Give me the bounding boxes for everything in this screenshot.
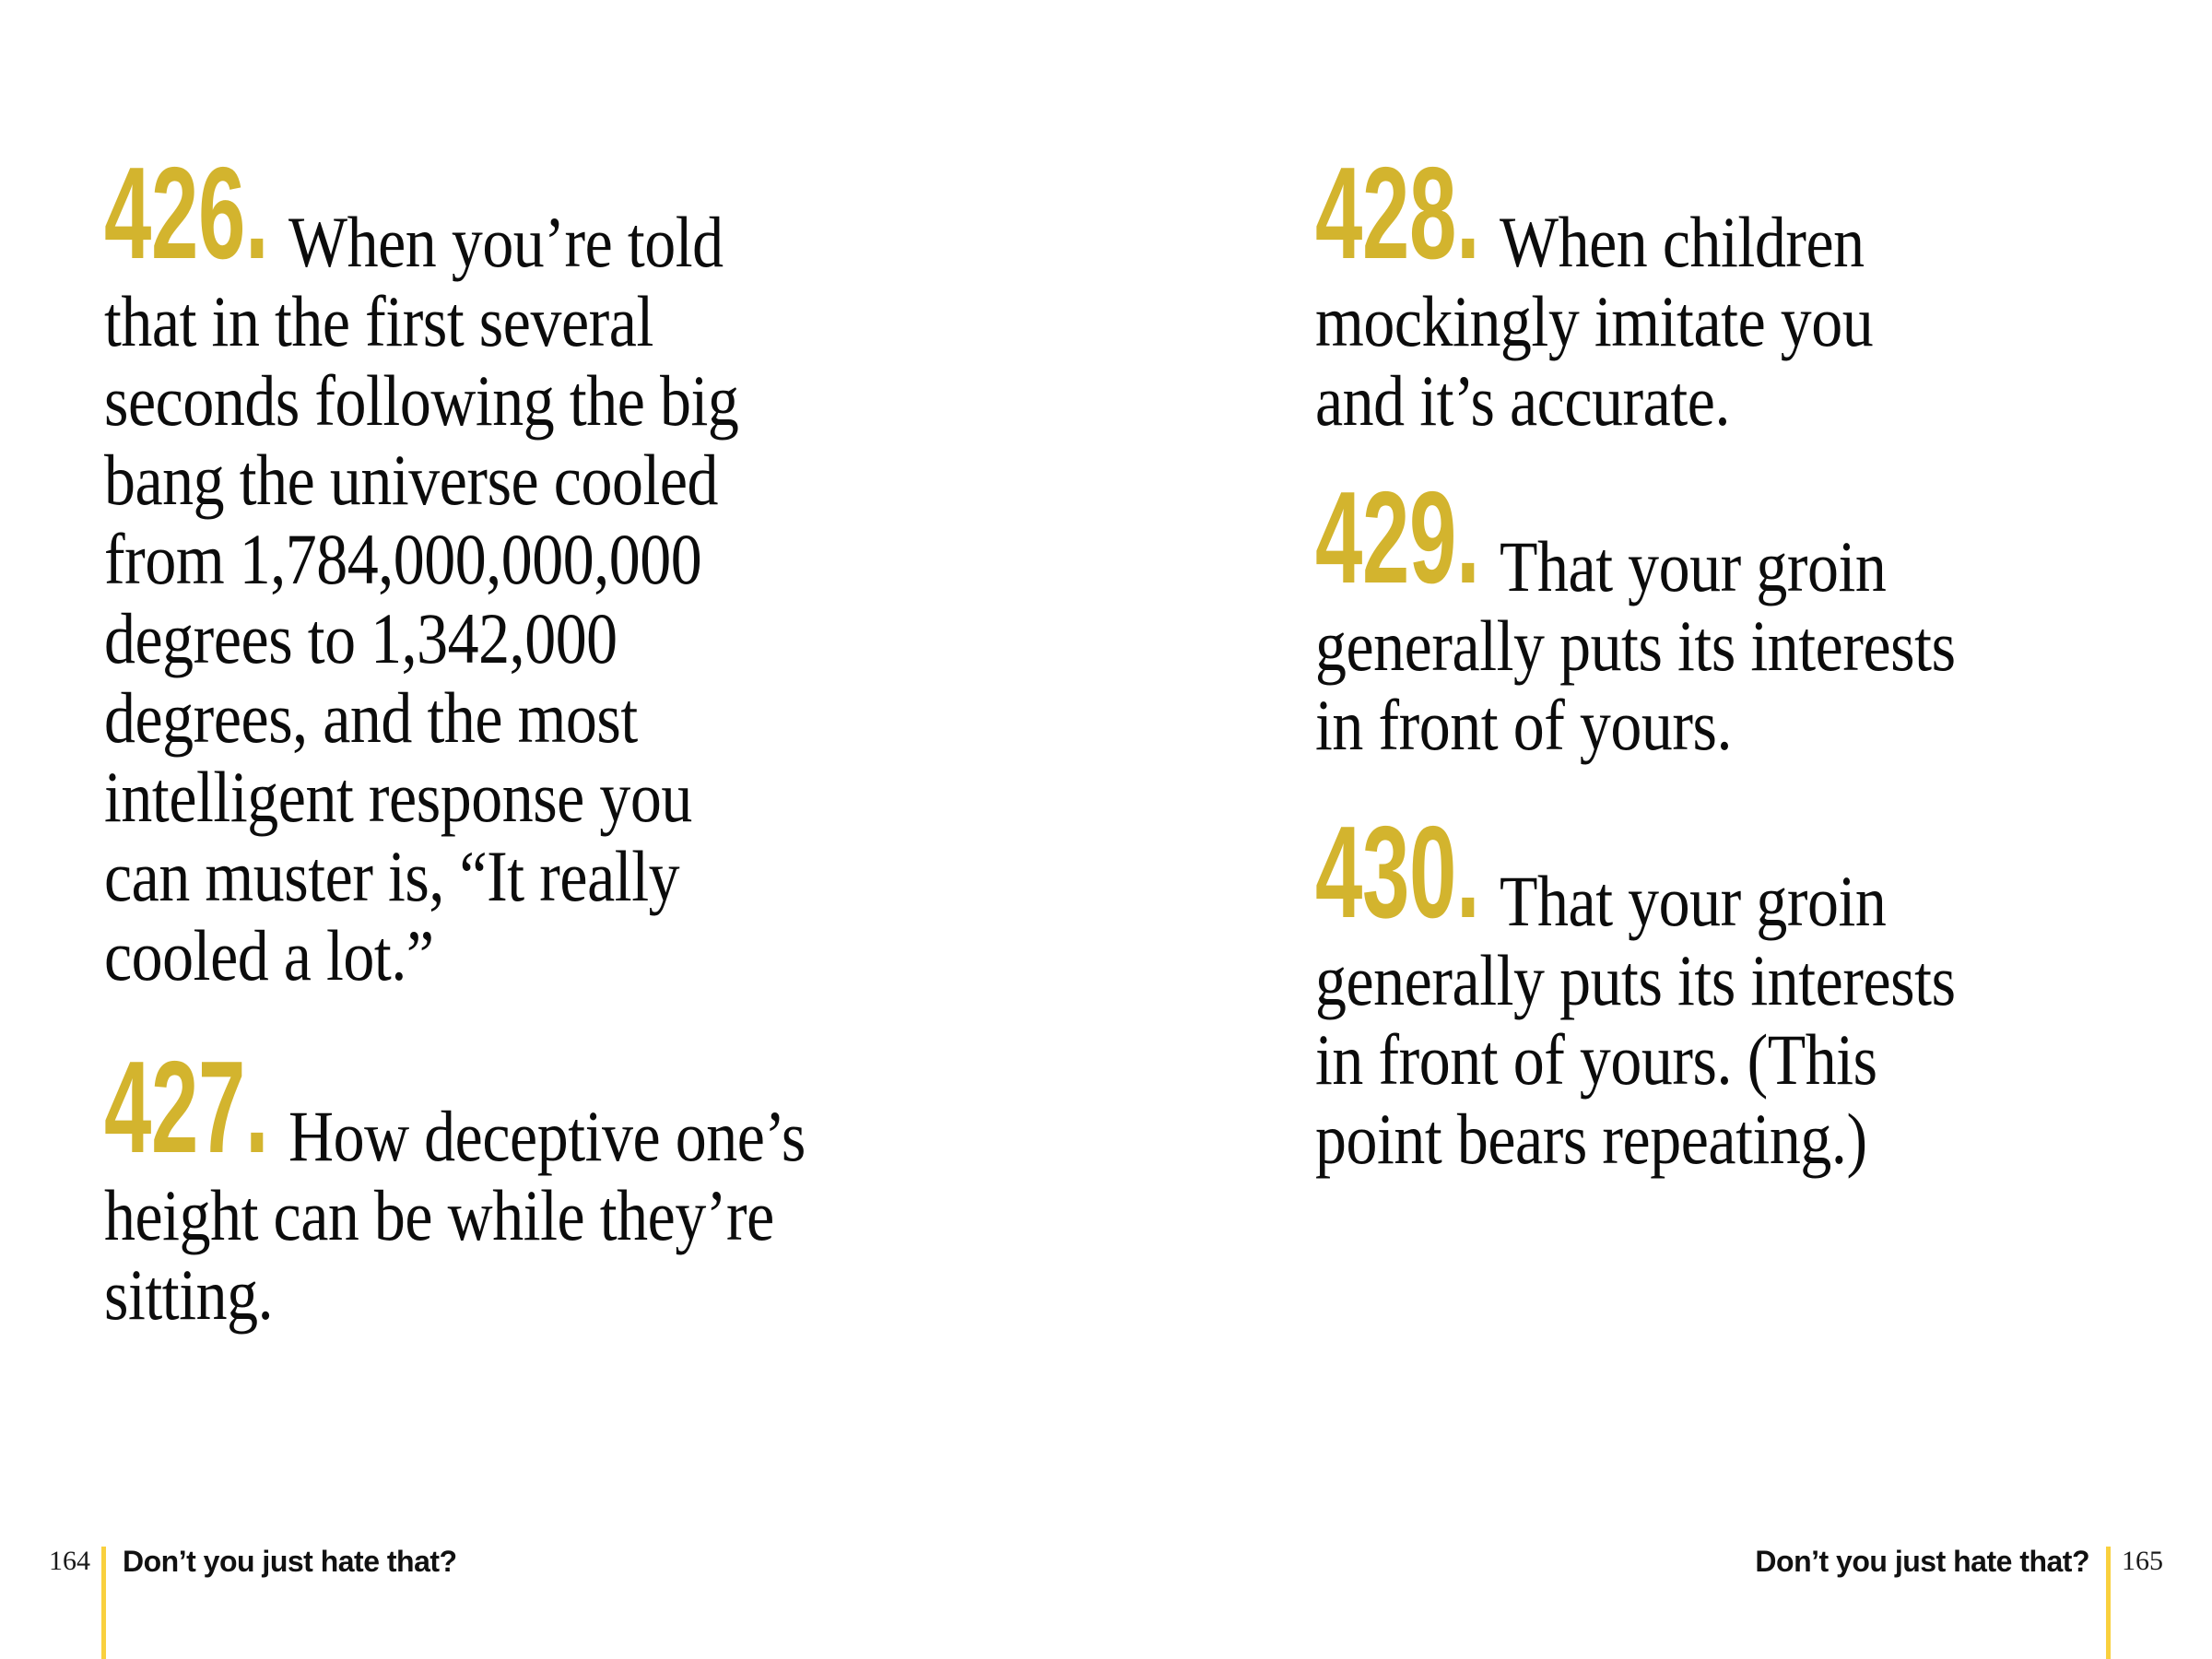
entry [1315,465,2212,765]
entry-line-text: in front of yours. [1315,685,1733,765]
entry-number: 430. [1315,799,1480,946]
entry-line-text: How deceptive one’s [288,1096,806,1176]
entry-line-text: degrees, and the most [104,677,638,758]
footer-rule [2106,1547,2111,1659]
entry-number: 427. [104,1034,269,1181]
entry-line [1315,799,2212,946]
entry-line [104,361,1007,441]
entry-line [104,1034,1007,1181]
entry [104,140,1007,995]
entry-line-text: height can be while they’re [104,1175,774,1255]
entry-line-text: That your groin [1500,526,1887,606]
right-page-column [1315,0,2212,1659]
entry-line-text: That your groin [1500,861,1887,941]
entry-line [104,837,1007,916]
footer-rule [101,1547,106,1659]
entry-line [1315,606,2212,686]
entry-line-text: and it’s accurate. [1315,360,1730,441]
entry-line [1315,1020,2212,1100]
entry-line [1315,686,2212,765]
entry-line-text: point bears repeating.) [1315,1099,1867,1179]
entry-line [104,282,1007,361]
page-number: 165 [2122,1546,2163,1576]
entry-line-text: that in the first several [104,281,653,361]
entry [1315,799,2212,1179]
footer-title: Don’t you just hate that? [1755,1545,2089,1578]
entry-line [1315,941,2212,1020]
entry-line-text: generally puts its interests [1315,940,1956,1020]
entry-line-text: cooled a lot.” [104,915,434,995]
entry-line-text: mockingly imitate you [1315,281,1874,361]
entry-line [104,599,1007,678]
page-number: 164 [49,1546,90,1576]
entry-number: 429. [1315,465,1480,611]
footer-title: Don’t you just hate that? [123,1545,457,1578]
entry-line-text: from 1,784,000,000,000 [104,519,702,599]
entry-line-text: can muster is, “It really [104,836,680,916]
entry-number: 428. [1315,140,1480,287]
entry-line [104,140,1007,287]
entry-line [104,678,1007,758]
entry-line [104,441,1007,520]
entry-line [104,520,1007,599]
entry [104,1034,1007,1335]
entry-line-text: in front of yours. (This [1315,1019,1877,1100]
entry-line-text: bang the universe cooled [104,440,719,520]
entry-line [1315,140,2212,287]
entry-line-text: degrees to 1,342,000 [104,598,618,678]
entry-line-text: intelligent response you [104,757,692,837]
entry-line [104,758,1007,837]
entry-line [1315,282,2212,361]
entry-line [104,916,1007,995]
entry-line-text: generally puts its interests [1315,606,1956,686]
entry-line-text: When children [1500,202,1865,282]
entry-line [104,1176,1007,1255]
entry-line-text: seconds following the big [104,360,739,441]
entry-line-text: sitting. [104,1254,274,1335]
entry-line [1315,361,2212,441]
entry-line [1315,1100,2212,1179]
entry-line-text: When you’re told [288,202,724,282]
entry-line [104,1255,1007,1335]
entry [1315,140,2212,441]
left-page-column [104,0,1007,1659]
entry-line [1315,465,2212,611]
entry-number: 426. [104,140,269,287]
